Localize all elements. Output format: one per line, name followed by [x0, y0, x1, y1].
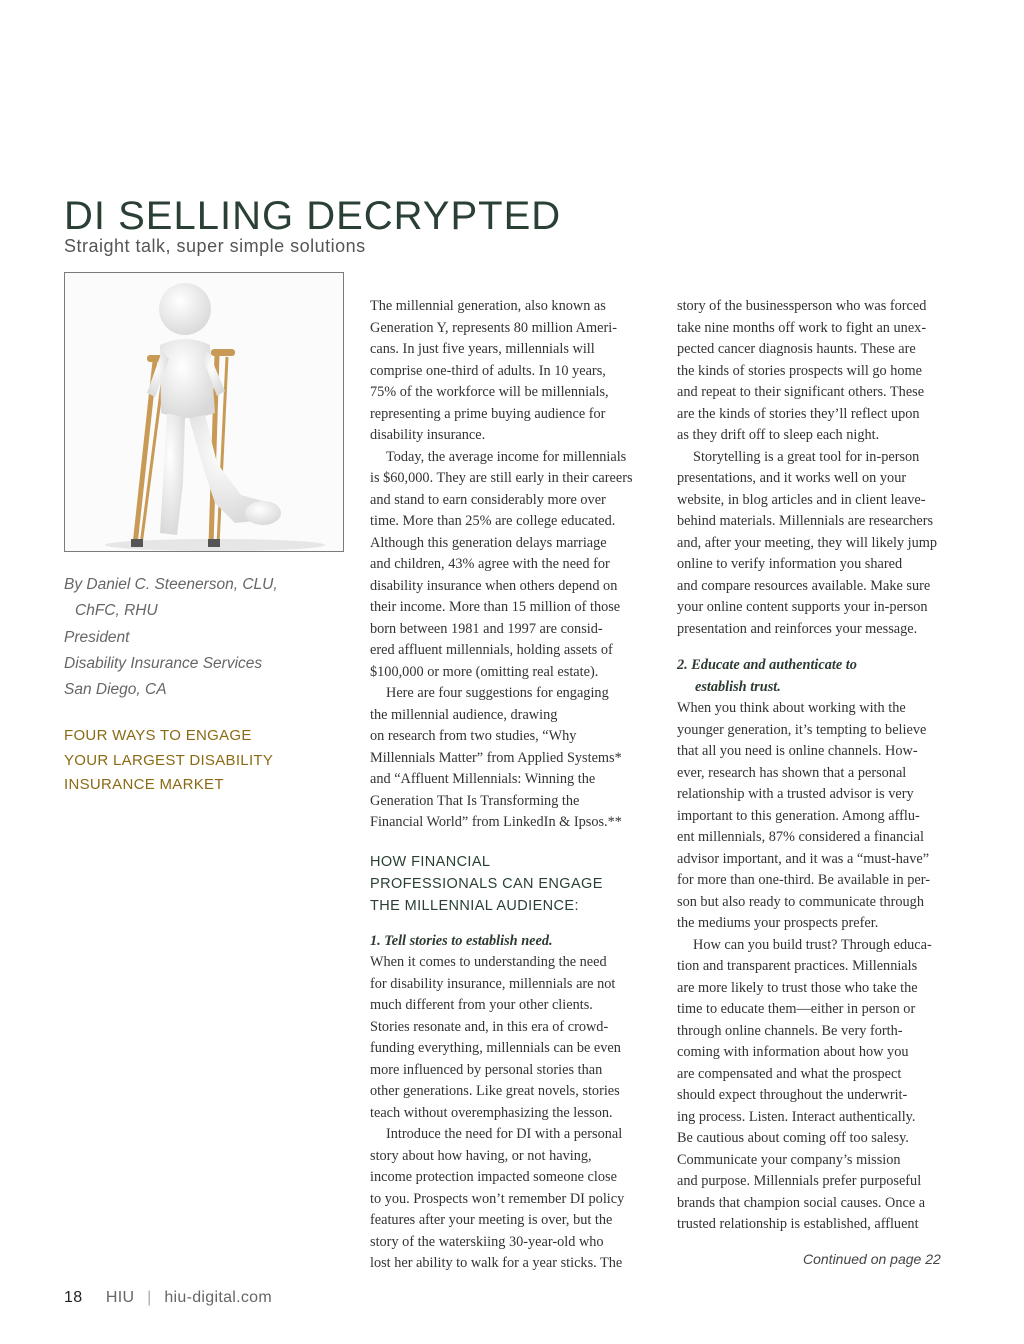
text-line: younger generation, it’s tempting to believe: [677, 721, 927, 738]
text-line: When it comes to understanding the need: [370, 954, 607, 970]
text-line: should expect throughout the underwrit-: [677, 1087, 908, 1103]
text-line: and compare resources available. Make sure: [677, 577, 931, 594]
text-line: When you think about working with the: [677, 700, 906, 716]
text-line: are compensated and what the prospect: [677, 1065, 902, 1082]
text-line: presentations, and it works well on your: [677, 470, 907, 486]
text-line: Here are four suggestions for engaging: [386, 685, 609, 701]
text-line: pected cancer diagnosis haunts. These are: [677, 341, 916, 357]
text-line: and stand to earn considerably more over: [370, 491, 606, 508]
text-line: Introduce the need for DI with a personal: [386, 1126, 623, 1142]
text-line: take nine months off work to fight an unex-: [677, 319, 927, 336]
text-line: story of the businessperson who was forced: [677, 298, 927, 314]
text-line: and “Affluent Millennials: Winning the: [370, 771, 596, 787]
text-line: comprise one-third of adults. In 10 years,: [370, 362, 606, 379]
page-footer: [64, 1289, 272, 1307]
article-title: DI SELLING DECRYPTED: [64, 194, 562, 238]
crutch-figure-icon: [65, 273, 344, 552]
heading-line: HOW FINANCIAL: [370, 853, 491, 870]
text-line: Communicate your company’s mission: [677, 1151, 901, 1168]
text-line: story about how having, or not having,: [370, 1147, 592, 1164]
text-line: time to educate them—either in person or: [677, 1001, 916, 1017]
paragraph: [370, 683, 670, 834]
text-line: cans. In just five years, millennials will: [370, 341, 595, 357]
text-line: relationship with a trusted advisor is very: [677, 786, 914, 802]
text-line: for more than one-third. Be available in per-: [677, 872, 930, 888]
byline-role: President: [64, 628, 130, 646]
text-line: is $60,000. They are still early in their careers: [370, 470, 633, 486]
text-line: son but also ready to communicate through: [677, 893, 924, 910]
text-line: and children, 43% agree with the need for: [370, 556, 610, 572]
text-line: representing a prime buying audience for: [370, 405, 606, 422]
text-line: 75% of the workforce will be millennials,: [370, 384, 609, 400]
text-line: coming with information about how you: [677, 1044, 909, 1060]
text-line: that all you need is online channels. How-: [677, 743, 918, 759]
text-line: much different from your other clients.: [370, 997, 593, 1013]
text-line: Although this generation delays marriage: [370, 534, 607, 551]
text-line: website, in blog articles and in client leave-: [677, 491, 926, 508]
text-line: born between 1981 and 1997 are consid-: [370, 620, 603, 637]
text-line: ered affluent millennials, holding assets of: [370, 642, 613, 658]
text-line: Be cautious about coming off too salesy.: [677, 1130, 909, 1146]
text-line: Stories resonate and, in this era of crowd-: [370, 1018, 609, 1035]
byline-company: Disability Insurance Services: [64, 654, 263, 672]
paragraph: [677, 698, 977, 935]
text-line: are the kinds of stories they’ll reflect upon: [677, 405, 920, 422]
text-line: disability insurance.: [370, 427, 486, 443]
text-line: on research from two studies, “Why: [370, 728, 577, 744]
paragraph: [370, 1124, 670, 1275]
text-line: ing process. Listen. Interact authentically.: [677, 1108, 916, 1125]
text-line: teach without overemphasizing the lesson.: [370, 1104, 613, 1121]
body-column-2: [677, 296, 977, 1236]
article-deck: [64, 724, 344, 798]
section-heading: [370, 851, 670, 917]
byline-location: San Diego, CA: [64, 681, 167, 699]
text-line: disability insurance when others depend on: [370, 577, 618, 594]
author-byline: [64, 572, 344, 703]
text-line: more influenced by personal stories than: [370, 1061, 603, 1078]
text-line: behind materials. Millennials are researchers: [677, 513, 934, 529]
text-line: ent millennials, 87% considered a financial: [677, 829, 924, 845]
continued-notice: Continued on page 22: [803, 1251, 941, 1267]
text-line: Financial World” from LinkedIn & Ipsos.**: [370, 814, 622, 830]
text-line: income protection impacted someone close: [370, 1169, 617, 1185]
heading-line: PROFESSIONALS CAN ENGAGE: [370, 875, 603, 892]
text-line: for disability insurance, millennials are not: [370, 975, 616, 992]
text-line: story of the waterskiing 30-year-old who: [370, 1233, 604, 1250]
text-line: How can you build trust? Through educa-: [693, 936, 932, 953]
text-line: the mediums your prospects prefer.: [677, 915, 879, 931]
paragraph: [677, 447, 977, 641]
text-line: Generation That Is Transforming the: [370, 792, 580, 809]
text-line: advisor important, and it was a “must-have”: [677, 850, 930, 867]
text-line: the millennial audience, drawing: [370, 706, 558, 723]
text-line: and purpose. Millennials prefer purposeful: [677, 1173, 922, 1189]
text-line: the kinds of stories prospects will go home: [677, 362, 923, 379]
paragraph: [677, 935, 977, 1236]
text-line: Generation Y, represents 80 million Ameri-: [370, 319, 617, 336]
text-line: brands that champion social causes. Once a: [677, 1194, 926, 1211]
page-number: 18: [64, 1289, 83, 1306]
text-line: online to verify information you shared: [677, 556, 903, 572]
text-line: and, after your meeting, they will likely jump: [677, 534, 938, 551]
byline-credentials: ChFC, RHU: [75, 602, 158, 620]
paragraph: [677, 296, 977, 447]
text-line: other generations. Like great novels, stories: [370, 1083, 620, 1099]
byline-author: By Daniel C. Steenerson, CLU,: [64, 576, 278, 593]
text-line: are more likely to trust those who take the: [677, 979, 918, 996]
text-line: ever, research has shown that a personal: [677, 764, 907, 781]
text-line: Millennials Matter” from Applied Systems*: [370, 749, 622, 766]
footer-separator: |: [147, 1289, 152, 1306]
text-line: important to this generation. Among afflu-: [677, 807, 920, 824]
article-subtitle: Straight talk, super simple solutions: [64, 236, 366, 256]
website-link[interactable]: hiu-digital.com: [164, 1289, 272, 1306]
deck-line: INSURANCE MARKET: [64, 776, 224, 793]
text-line: $100,000 or more (omitting real estate).: [370, 663, 599, 680]
subheading-educate-authenticate-cont: establish trust.: [695, 678, 781, 695]
text-line: tion and transparent practices. Millennials: [677, 958, 918, 974]
text-line: Storytelling is a great tool for in-person: [693, 448, 920, 465]
paragraph: [370, 296, 670, 447]
text-line: time. More than 25% are college educated.: [370, 513, 616, 529]
text-line: and repeat to their significant others. These: [677, 384, 925, 400]
deck-line: YOUR LARGEST DISABILITY: [64, 751, 274, 769]
text-line: Today, the average income for millennials: [386, 448, 627, 465]
subheading-educate-authenticate: 2. Educate and authenticate to: [677, 657, 857, 673]
text-line: features after your meeting is over, but the: [370, 1212, 613, 1228]
deck-line: FOUR WAYS TO ENGAGE: [64, 727, 252, 744]
paragraph: [370, 952, 670, 1124]
text-line: their income. More than 15 million of those: [370, 599, 621, 615]
text-line: your online content supports your in-person: [677, 599, 928, 615]
text-line: lost her ability to walk for a year sticks. The: [370, 1255, 623, 1271]
text-line: funding everything, millennials can be even: [370, 1040, 621, 1056]
subheading-tell-stories: 1. Tell stories to establish need.: [370, 932, 553, 949]
paragraph: [370, 447, 670, 684]
heading-line: THE MILLENNIAL AUDIENCE:: [370, 897, 579, 914]
body-column-1: [370, 296, 670, 1275]
figure-crutches-illustration: [64, 272, 344, 552]
text-line: presentation and reinforces your message.: [677, 620, 918, 637]
text-line: The millennial generation, also known as: [370, 298, 606, 314]
text-line: through online channels. Be very forth-: [677, 1022, 903, 1039]
text-line: as they drift off to sleep each night.: [677, 427, 880, 443]
text-line: trusted relationship is established, affluent: [677, 1216, 919, 1232]
publication-name: HIU: [105, 1289, 135, 1306]
text-line: to you. Prospects won’t remember DI policy: [370, 1190, 625, 1207]
